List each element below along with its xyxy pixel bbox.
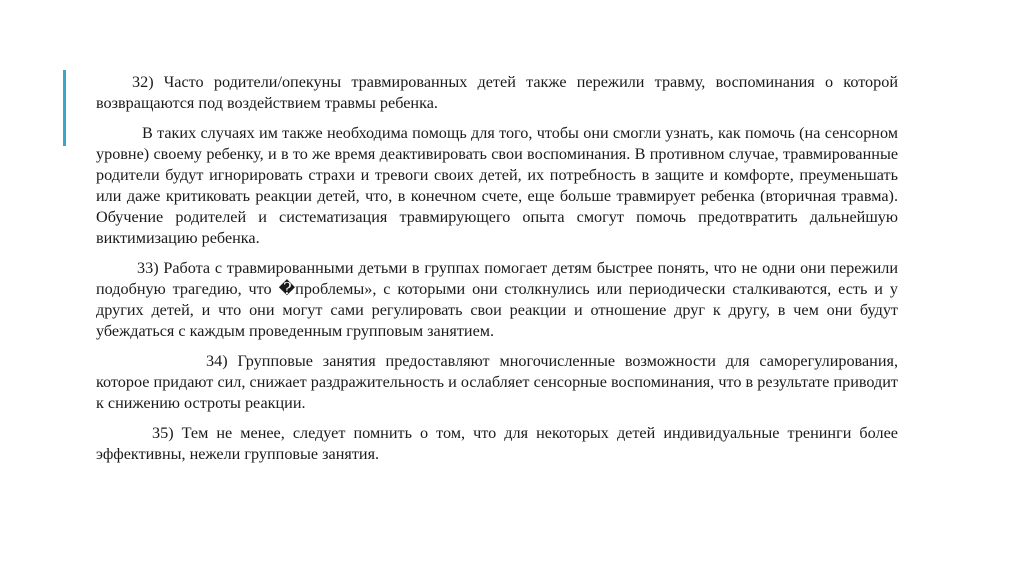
slide-text-body: [96, 72, 898, 473]
paragraph-parent-help: В таких случаях им также необходима помощь для того, чтобы они смогли узнать, как помочь (на сенсорном уровне) своему ребенку, и в то же время деактивировать свои воспоминания. В противном случае, травмированные родители будут игнорировать страхи и тревоги своих детей, их потребность в защите и комфорте, преуменьшать или даже критиковать реакции детей, что, в конечном счете, еще больше травмирует ребенка (вторичная травма). Обучение родителей и систематизация травмирующего опыта смогут помочь предотвратить дальнейшую виктимизацию ребенка.: [96, 124, 898, 247]
paragraph-35: 35) Тем не менее, следует помнить о том, что для некоторых детей индивидуальные тренинги более эффективны, нежели групповые занятия.: [96, 424, 898, 463]
paragraph-33: 33) Работа с травмированными детьми в группах помогает детям быстрее понять, что не одни они пережили подобную трагедию, что �проблемы», с которыми они столкнулись или периодически сталкиваются, есть и у других детей, и что они могут сами регулировать свои реакции и отношение друг к другу, в чем они будут убеждаться с каждым проведенным групповым занятием.: [96, 259, 898, 340]
paragraph-34: 34) Групповые занятия предоставляют многочисленные возможности для саморегулирования, которое придают сил, снижает раздражительность и ослабляет сенсорные воспоминания, что в результате приводит к снижению остроты реакции.: [96, 352, 898, 412]
paragraph-32: 32) Часто родители/опекуны травмированных детей также пережили травму, воспоминания о которой возвращаются под воздействием травмы ребенка.: [96, 73, 898, 112]
accent-bar: [63, 70, 66, 146]
